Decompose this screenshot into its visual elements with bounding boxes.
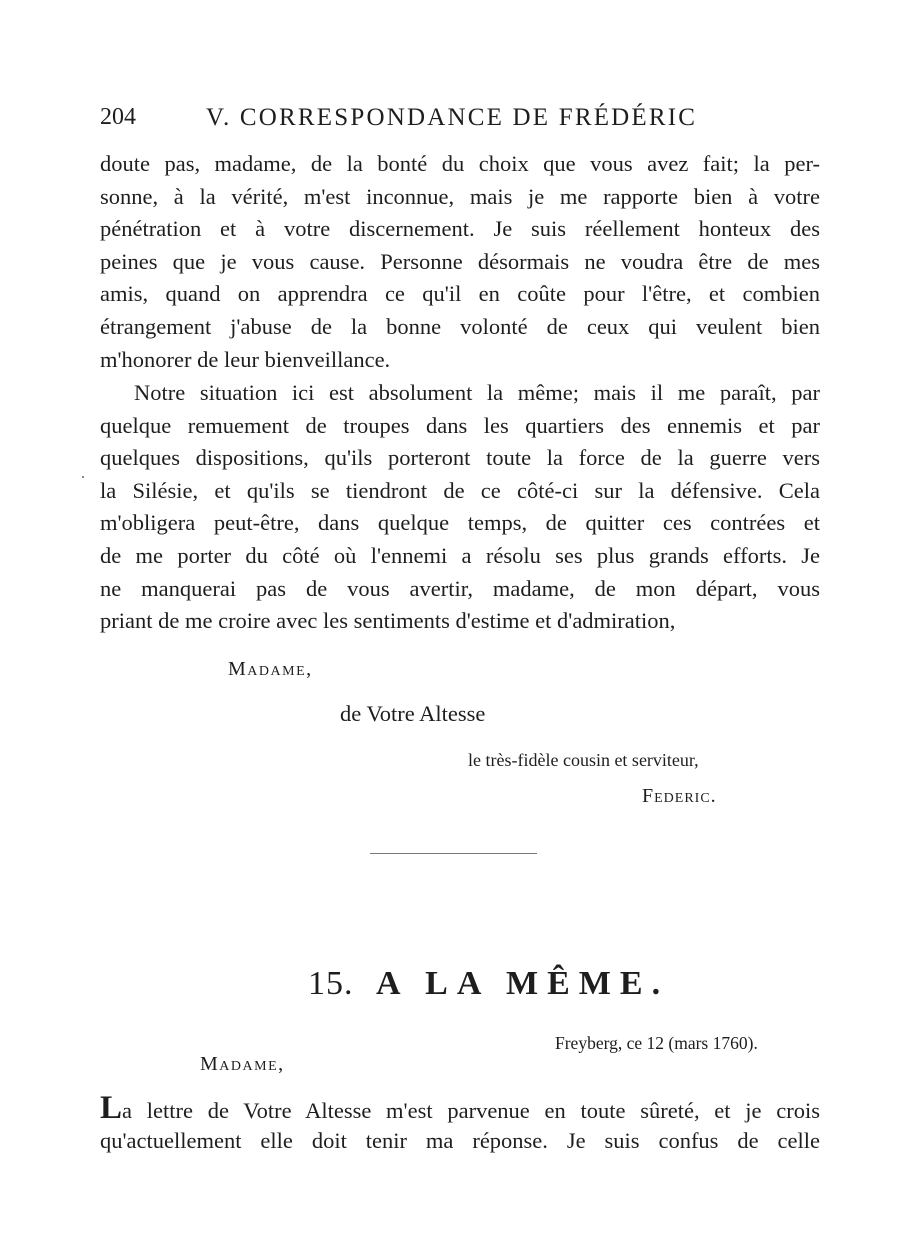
drop-cap: L [100,1092,123,1125]
text-line: peines que je vous cause. Personne désormais ne voudra être de mes [100,248,820,274]
text-line: ne manquerai pas de vous avertir, madame, de mon départ, vous [100,575,820,601]
text-line: doute pas, madame, de la bonté du choix que vous avez fait; la per- [100,151,820,176]
section-divider [370,853,537,854]
closing-line: de Votre Altesse [340,701,486,726]
dateline: Freyberg, ce 12 (mars 1760). [555,1033,758,1053]
text-line: quelques dispositions, qu'ils porteront toute la force de la guerre vers [100,445,820,471]
running-head-title: V. CORRESPONDANCE DE FRÉDÉRIC [206,104,698,131]
text-line: sonne, à la vérité, m'est inconnue, mais je me rapporte bien à votre [100,183,820,209]
letter-number: 15. [308,965,354,1002]
running-head [100,104,820,138]
text-line: étrangement j'abuse de la bonne volonté de ceux qui veulent bien [100,313,820,339]
closing-line-servant: le très-fidèle cousin et serviteur, [468,750,699,770]
salutation-madame: Madame, [228,658,313,680]
letter-title: A LA MÊME. [376,965,670,1002]
text-line: amis, quand on apprendra ce qu'il en coûte pour l'être, et combien [100,281,820,307]
paragraph-1 [100,148,820,376]
text-line: m'obligera peut-être, dans quelque temps, de quitter ces contrées et [100,510,820,536]
text-line [100,1092,820,1125]
text-line: quelque remuement de troupes dans les quartiers des ennemis et par [100,412,820,438]
paragraph-3 [100,1092,820,1157]
text-line: la Silésie, et qu'ils se tiendront de ce côté-ci sur la défensive. Cela [100,477,820,503]
signature: Federic. [642,785,717,807]
text-line: m'honorer de leur bienveillance. [100,346,391,372]
text-line: Notre situation ici est absolument la même; mais il me paraît, par [134,380,820,405]
text-line: de me porter du côté où l'ennemi a résolu ses plus grands efforts. Je [100,542,820,568]
text-line: qu'actuellement elle doit tenir ma réponse. Je suis confus de celle [100,1127,820,1153]
text-line: pénétration et à votre discernement. Je suis réellement honteux des [100,216,820,242]
salutation-madame-2: Madame, [200,1053,285,1075]
first-line-text: a lettre de Votre Altesse m'est parvenue en toute sûreté, et je crois [122,1098,820,1123]
text-line: priant de me croire avec les sentiments d'estime et d'admiration, [100,608,676,634]
paragraph-2 [100,377,820,638]
page-number: 204 [100,104,136,130]
section-heading [308,965,669,1003]
print-speck [82,476,84,478]
